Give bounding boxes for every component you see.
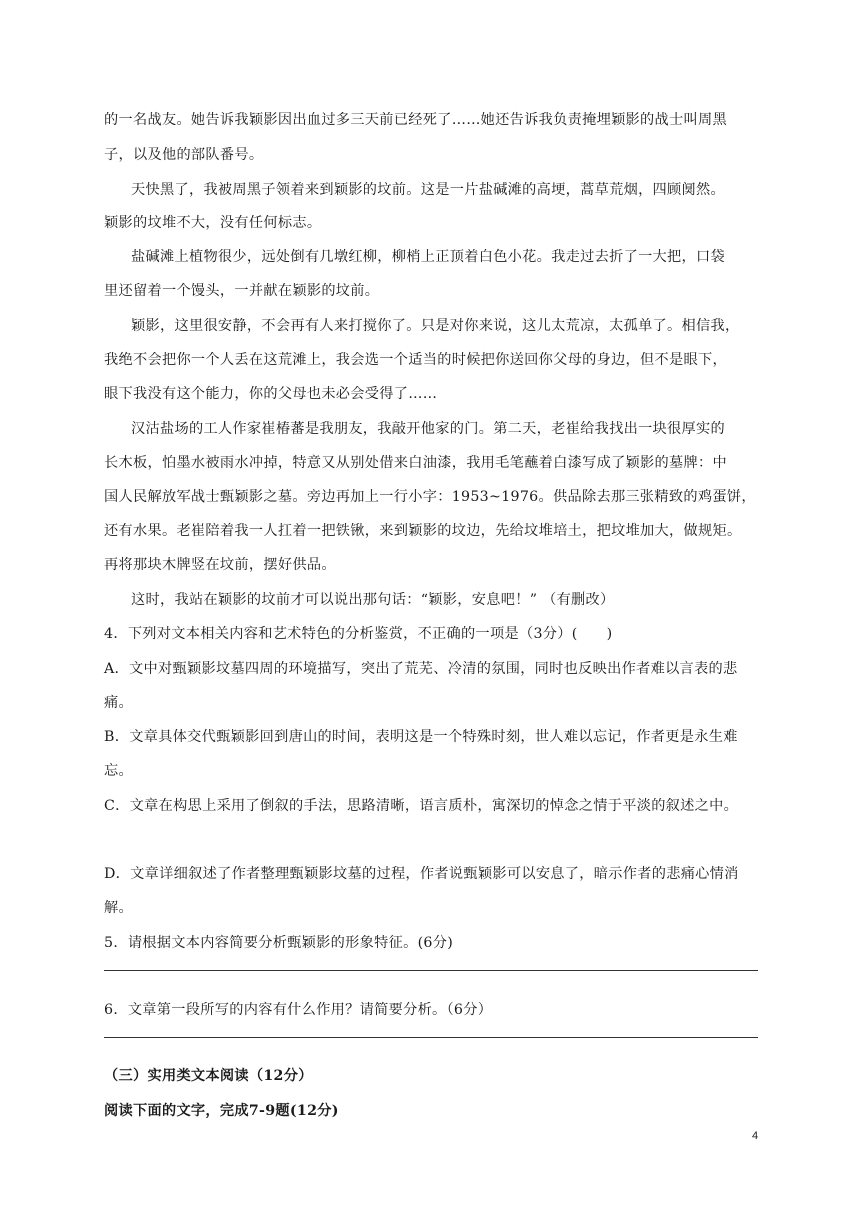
question-4-option-b-cont: 忘。 <box>104 763 133 779</box>
passage-line: 国人民解放军战士甄颖影之墓。旁边再加上一行小字：1953~1976。供品除去那三张精致的鸡蛋饼， <box>104 489 756 505</box>
passage-line: 子，以及他的部队番号。 <box>104 147 264 163</box>
question-4-option-a-cont: 痛。 <box>104 695 133 711</box>
section-heading: （三）实用类文本阅读（12分） <box>104 1068 313 1084</box>
question-4-option-a: A．文中对甄颖影坟墓四周的环境描写，突出了荒芜、冷清的氛围，同时也反映出作者难以言表的悲 <box>104 661 738 677</box>
passage-line: 的一名战友。她告诉我颖影因出血过多三天前已经死了……她还告诉我负责掩埋颖影的战士叫周黑 <box>104 112 727 128</box>
passage-line: 还有水果。老崔陪着我一人扛着一把铁锹，来到颖影的坟边，先给坟堆培土，把坟堆加大，做规矩。 <box>104 523 742 539</box>
question-4-stem: 4．下列对文本相关内容和艺术特色的分析鉴赏，不正确的一项是（3分）( ) <box>104 626 613 642</box>
passage-line: 再将那块木牌竖在坟前，摆好供品。 <box>104 557 336 573</box>
answer-line-q6 <box>104 1037 758 1038</box>
question-5: 5．请根据文本内容简要分析甄颖影的形象特征。(6分) <box>104 935 454 951</box>
passage-line: 颖影，这里很安静，不会再有人来打搅你了。只是对你来说，这儿太荒凉，太孤单了。相信我， <box>131 318 740 334</box>
passage-line: 颖影的坟堆不大，没有任何标志。 <box>104 215 322 231</box>
section-instruction: 阅读下面的文字，完成7-9题(12分) <box>104 1103 339 1119</box>
page-number: 4 <box>752 1130 759 1142</box>
passage-line: 里还留着一个馒头，一并献在颖影的坟前。 <box>104 283 380 299</box>
question-6: 6．文章第一段所写的内容有什么作用？请简要分析。（6分） <box>104 1002 493 1018</box>
passage-line: 盐碱滩上植物很少，远处倒有几墩红柳，柳梢上正顶着白色小花。我走过去折了一大把，口袋 <box>131 249 725 265</box>
question-4-option-b: B．文章具体交代甄颖影回到唐山的时间，表明这是一个特殊时刻，世人难以忘记，作者更是永生难 <box>104 729 738 745</box>
passage-line: 眼下我没有这个能力，你的父母也未必会受得了…… <box>104 386 438 402</box>
answer-line-q5 <box>104 970 758 971</box>
question-4-option-c: C．文章在构思上采用了倒叙的手法，思路清晰，语言质朴，寓深切的悼念之情于平淡的叙述之中。 <box>104 798 739 814</box>
question-4-option-d-cont: 解。 <box>104 900 133 916</box>
passage-line: 这时，我站在颖影的坟前才可以说出那句话：“颖影，安息吧！” （有删改） <box>131 592 615 608</box>
passage-line: 长木板，怕墨水被雨水冲掉，特意又从别处借来白油漆，我用毛笔蘸着白漆写成了颖影的墓牌：中 <box>104 455 727 471</box>
question-4-option-d: D．文章详细叙述了作者整理甄颖影坟墓的过程，作者说甄颖影可以安息了，暗示作者的悲痛心情消 <box>104 866 739 882</box>
passage-line: 汉沽盐场的工人作家崔椿蕃是我朋友，我敲开他家的门。第二天，老崔给我找出一块很厚实的 <box>131 421 725 437</box>
passage-line: 天快黑了，我被周黑子领着来到颖影的坟前。这是一片盐碱滩的高埂，蒿草荒烟，四顾阒然。 <box>131 182 725 198</box>
passage-line: 我绝不会把你一个人丢在这荒滩上，我会选一个适当的时候把你送回你父母的身边，但不是眼下， <box>104 352 727 368</box>
